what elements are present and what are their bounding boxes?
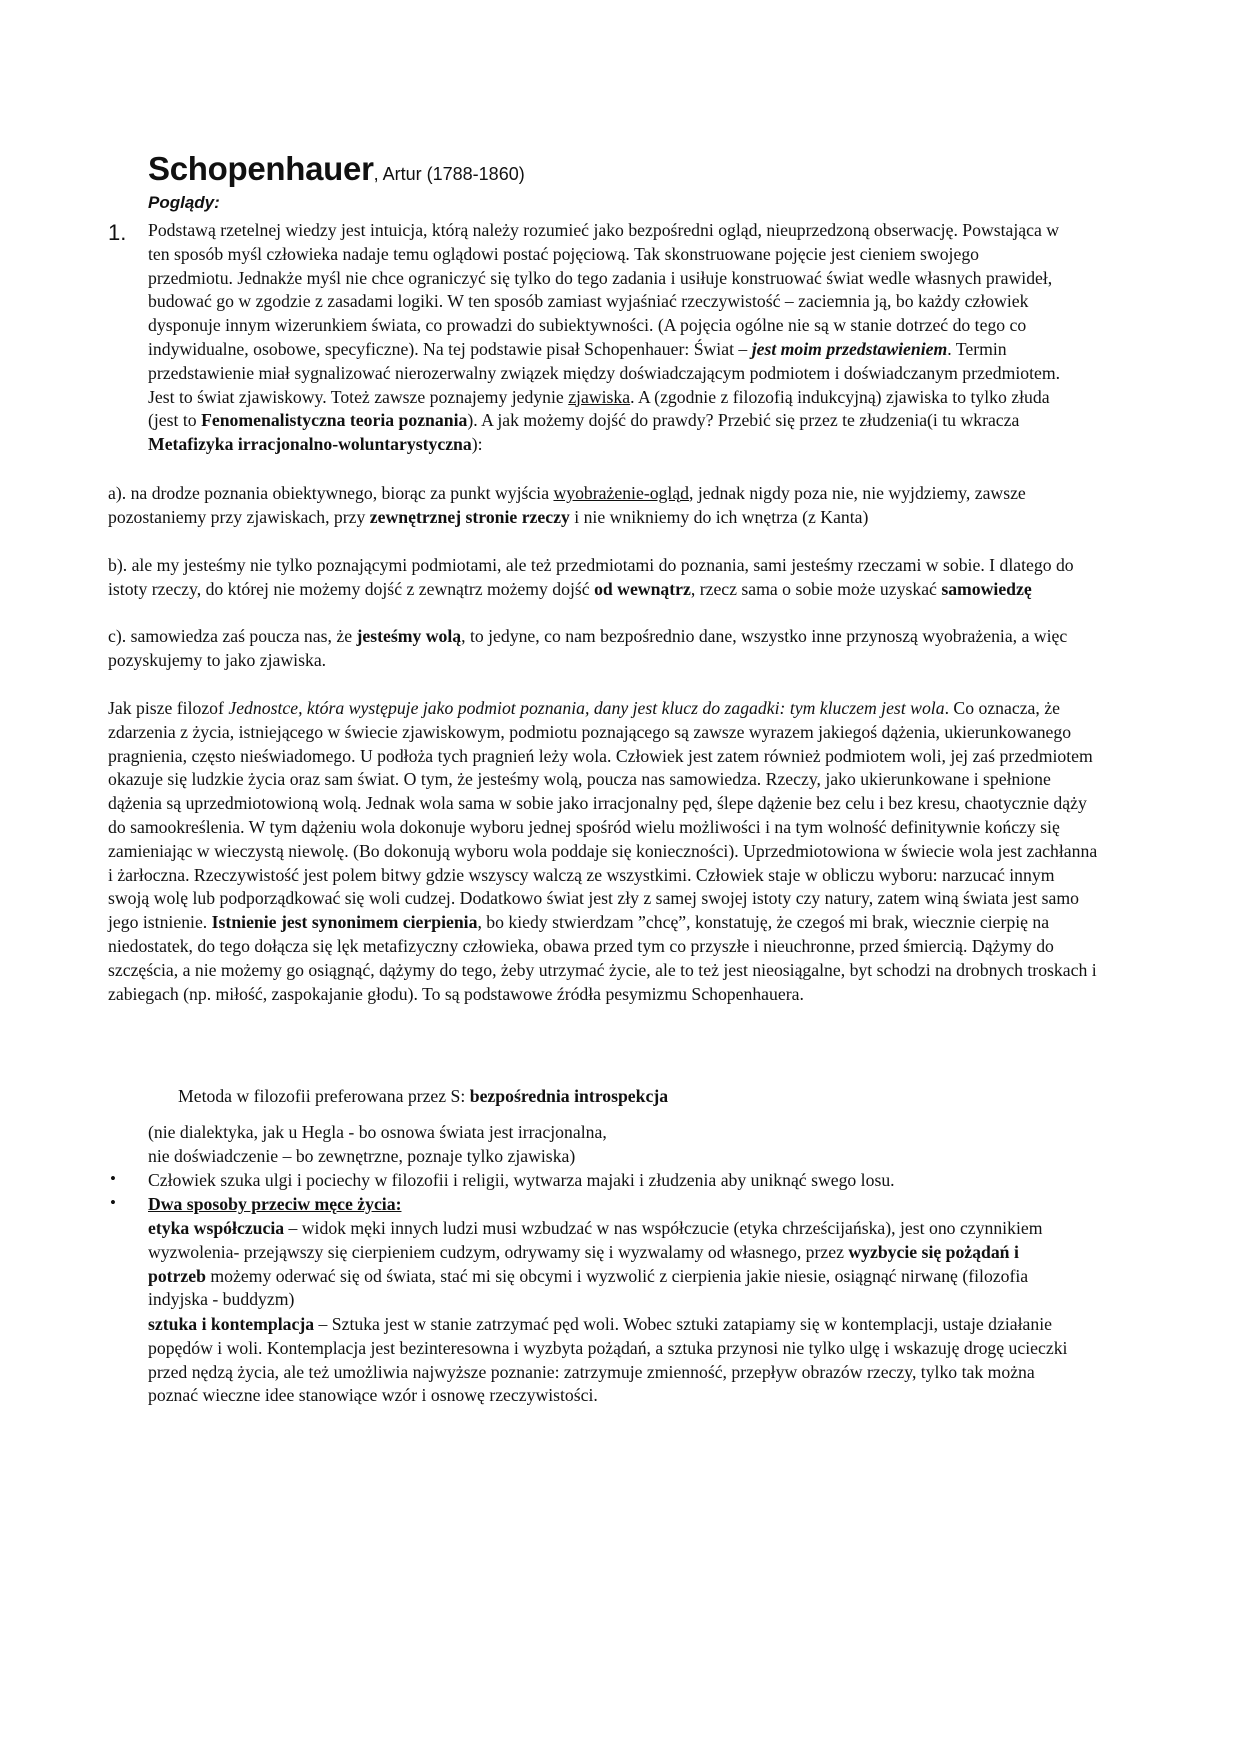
bullet-heading: Dwa sposoby przeciw męce życia: [148,1194,402,1214]
term-introspekcja: bezpośrednia introspekcja [469,1086,669,1106]
term-zjawiska: zjawiska [568,386,631,407]
section-heading: Poglądy: [148,193,220,212]
title-dates: , Artur (1788-1860) [373,164,525,184]
emphasis-quote: jest moim przedstawieniem [751,338,948,359]
term-etyka: etyka współczucia [148,1218,285,1238]
paragraph-intro: Podstawą rzetelnej wiedzy jest intuicja, którą należy rozumieć jako bezpośredni ogląd, nieuprzedzoną obserwację. Powstająca w ten sposób myśl człowieka nadaje temu oglądowi postać pojęciową. Tak skonstruowane pojęcie jest cieniem swojego przedmiotu. Jednakże myśl nie chce ograniczyć się tylko do tego zadania i usiłuje konstruować świat wedle własnych prawideł, budować go w zgodzie z zasadami logiki. W ten sposób zamiast wyjaśniać rzeczywistość – zaciemnia ją, bo każdy człowiek dysponuje innym wizerunkiem świata, co prowadzi do subiektywności. (A pojęcia ogólne nie są w stanie dotrzeć do tego co indywidualne, osobowe, specyficzne). Na tej podstawie pisał Schopenhauer: Świat – jest moim przedstawieniem. Termin przedstawienie miał sygnalizować nierozerwalny związek między doświadczającym podmiotem i doświadczanym przedmiotem. Jest to świat zjawiskowy. Toteż zawsze poznajemy jedynie zjawiska. A (zgodnie z filozofią indukcyjną) zjawiska to tylko złuda (jest to Fenomenalistyczna teoria poznania). A jak możemy dojść do prawdy? Przebić się przez te złudzenia(i tu wkracza Metafizyka irracjonalno-woluntarystyczna): [148,220,1061,455]
term-sztuka: sztuka i kontemplacja [148,1314,315,1334]
list-number: 1. [108,220,127,245]
term-wyzbycie: wyzbycie się pożądań i potrzeb [148,1241,1019,1286]
quote-klucz: Jednostce, która występuje jako podmiot poznania, dany jest klucz do zagadki: tym kluczem jest wola [228,698,945,718]
paragraph-a: a). na drodze poznania obiektywnego, biorąc za punkt wyjścia wyobrażenie-ogląd, jednak nigdy poza nie, nie wyjdziemy, zawsze pozostaniemy przy zjawiskach, przy zewnętrznej stronie rzeczy i nie wnikniemy do ich wnętrza (z Kanta) [108,483,1026,527]
term-od-wewnatrz: od wewnątrz [594,578,691,599]
document-title [148,150,525,188]
bullet-icon: • [110,1169,116,1188]
bullet-icon: • [110,1193,116,1212]
paragraph-main: Jak pisze filozof Jednostce, która występuje jako podmiot poznania, dany jest klucz do zagadki: tym kluczem jest wola. Co oznacza, że zdarzenia z życia, istniejącego w świecie zjawiskowym, podmiotu poznającego są zawsze wyrazem jakiegoś dążenia, ukierunkowanego pragnienia, często nieświadomego. U podłoża tych pragnień leży wola. Człowiek jest zatem również podmiotem woli, jej zaś przedmiotem okazuje się ludzkie życia oraz sam świat. O tym, że jesteśmy wolą, poucza nas samowiedza. Rzeczy, jako ukierunkowane i spełnione dążenia są uprzedmiotowioną wolą. Jednak wola sama w sobie jako irracjonalny pęd, ślepe dążenie bez celu i bez kresu, chaotycznie dąży do samookreślenia. W tym dążeniu wola dokonuje wyboru jednej spośród wielu możliwości i na tym wolność definitywnie kończy się zamieniając w wieczystą niewolę. (Bo dokonują wyboru wola poddaje się konieczności). Uprzedmiotowiona w świecie wola jest zachłanna i żarłoczna. Rzeczywistość jest polem bitwy gdzie wszyscy walczą ze wszystkimi. Człowiek staje w obliczu wyboru: narzucać innym swoją wolę lub podporządkować się woli cudzej. Dodatkowo świat jest zły z samej swojej istoty czy natury, zatem winą świata jest samo jego istnienie. Istnienie jest synonimem cierpienia, bo kiedy stwierdzam ”chcę”, konstatuję, że czegoś mi brak, wiecznie cierpię na niedostatek, do tego dołącza się lęk metafizyczny człowieka, obawa przed tym co przyszłe i nieuchronne, przed śmiercią. Dążymy do szczęścia, a nie możemy go osiągnąć, dążymy do tego, żeby utrzymać życie, ale to też jest nieosiągalne, byt schodzi na drobnych troskach i zabiegach (np. miłość, zaspokajanie głodu). To są podstawowe źródła pesymizmu Schopenhauera. [108,698,1098,1004]
paragraph-way-1: etyka współczucia – widok męki innych ludzi musi wzbudzać w nas współczucie (etyka chrześcijańska), jest ono czynnikiem wyzwolenia- przejąwszy się cierpieniem cudzym, odrywamy się i wyzwalamy od własnego, przez wyzbycie się pożądań i potrzeb możemy oderwać się od świata, stać mi się obcymi i wyzwolić z cierpienia jakie niesie, osiągnąć nirwanę (filozofia indyjska - buddyzm) [148,1218,1043,1310]
method-line: Metoda w filozofii preferowana przez S: bezpośrednia introspekcja [178,1086,669,1106]
method-note-2: nie doświadczenie – bo zewnętrzne, poznaje tylko zjawiska) [148,1146,576,1166]
term-istnienie: Istnienie jest synonimem cierpienia [211,912,478,933]
term-samowiedza: samowiedzę [941,578,1032,599]
term-fenomenalizm: Fenomenalistyczna teoria poznania [201,410,468,431]
paragraph-c: c). samowiedza zaś poucza nas, że jesteśmy wolą, to jedyne, co nam bezpośrednio dane, wszystko inne przynoszą wyobrażenia, a więc pozyskujemy to jako zjawiska. [108,626,1068,670]
term-wyobrazenie: wyobrażenie-ogląd [553,483,690,503]
term-metafizyka: Metafizyka irracjonalno-woluntarystyczna [148,434,472,455]
paragraph-b: b). ale my jesteśmy nie tylko poznającymi podmiotami, ale też przedmiotami do poznania, sami jesteśmy rzeczami w sobie. I dlatego do istoty rzeczy, do której nie możemy dojść z zewnątrz możemy dojść od wewnątrz, rzecz sama o sobie może uzyskać samowiedzę [108,555,1074,599]
term-jestesmy-wola: jesteśmy wolą [356,626,462,646]
term-zewnetrzna: zewnętrznej stronie rzeczy [369,506,570,527]
bullet-item-1: Człowiek szuka ulgi i pociechy w filozofii i religii, wytwarza majaki i złudzenia aby uniknąć swego losu. [148,1170,895,1190]
title-name: Schopenhauer [148,150,374,187]
paragraph-way-2: sztuka i kontemplacja – Sztuka jest w stanie zatrzymać pęd woli. Wobec sztuki zatapiamy się w kontemplacji, ustaje działanie popędów i woli. Kontemplacja jest bezinteresowna i wyzbyta pożądań, a sztuka przynosi nie tylko ulgę i wskazuję drogę ucieczki przed nędzą życia, ale też umożliwia najwyższe poznanie: zatrzymuje zmienność, przepływ obrazów rzeczy, tylko tak można poznać wieczne idee stanowiące wzór i osnowę rzeczywistości. [148,1314,1068,1406]
method-note-1: (nie dialektyka, jak u Hegla - bo osnowa świata jest irracjonalna, [148,1122,607,1142]
